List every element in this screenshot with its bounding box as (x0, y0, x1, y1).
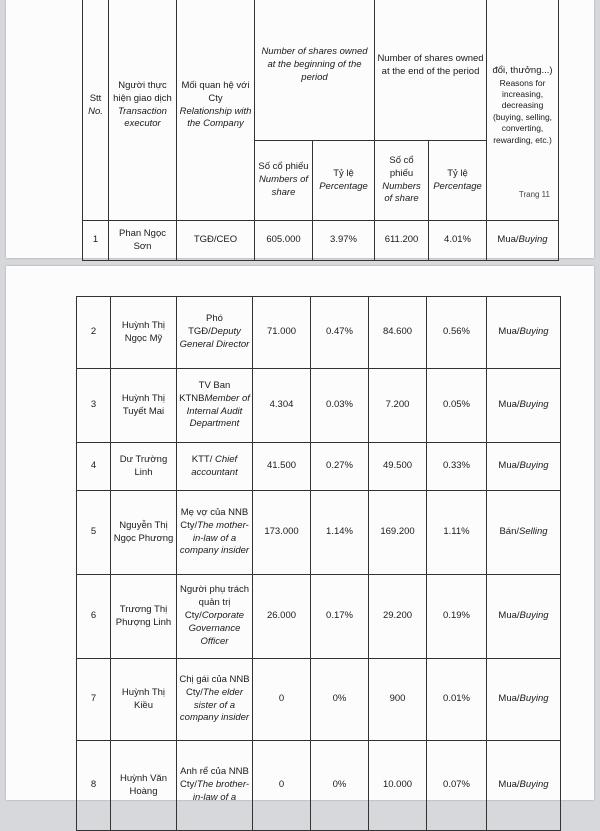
row-end-pct: 0.19% (427, 575, 487, 659)
row-executor: Huỳnh Thị Kiều (111, 659, 177, 741)
row-relationship: Mẹ vợ của NNB Cty/The mother-in-law of a company insider (177, 491, 253, 575)
row-relationship: KTT/ Chief accountant (177, 443, 253, 491)
row-relationship: Chị gái của NNB Cty/The elder sister of a company insider (177, 659, 253, 741)
row-executor: Nguyễn Thị Ngọc Phương (111, 491, 177, 575)
row-begin-pct: 1.14% (311, 491, 369, 575)
document-page-11 (6, 0, 594, 258)
row-end-shares: 49.500 (369, 443, 427, 491)
header-stt: Stt No. (83, 0, 109, 221)
table-row (77, 443, 561, 491)
row-end-shares: 7.200 (369, 369, 427, 443)
row-reason: Mua/Buying (487, 221, 559, 261)
header-reason: đổi, thưởng...) Reasons for increasing, decreasing (buying, selling, converting, rewarding, etc.) (487, 0, 559, 221)
document-page-12 (6, 266, 594, 803)
row-no: 7 (77, 659, 111, 741)
row-begin-pct: 0.17% (311, 575, 369, 659)
row-end-shares: 611.200 (375, 221, 429, 261)
row-begin-shares: 0 (253, 741, 311, 831)
row-end-pct: 0.56% (427, 297, 487, 369)
row-relationship: Người phụ trách quản trị Cty/Corporate Governance Officer (177, 575, 253, 659)
table-row (77, 741, 561, 831)
row-executor: Phan Ngọc Sơn (109, 221, 177, 261)
row-reason: Mua/Buying (487, 741, 561, 831)
table-row (77, 575, 561, 659)
row-begin-shares: 605.000 (255, 221, 313, 261)
row-reason: Mua/Buying (487, 443, 561, 491)
row-end-shares: 29.200 (369, 575, 427, 659)
row-executor: Trương Thị Phượng Linh (111, 575, 177, 659)
row-no: 2 (77, 297, 111, 369)
table-row (77, 297, 561, 369)
row-begin-pct: 0.27% (311, 443, 369, 491)
row-reason: Mua/Buying (487, 369, 561, 443)
row-reason: Bán/Selling (487, 491, 561, 575)
row-relationship: TV Ban KTNBMember of Internal Audit Department (177, 369, 253, 443)
insider-trading-table-part1 (82, 0, 559, 261)
page-number: Trang 11 (518, 190, 550, 199)
row-end-shares: 900 (369, 659, 427, 741)
row-begin-shares: 4.304 (253, 369, 311, 443)
table-row (77, 369, 561, 443)
row-end-pct: 0.33% (427, 443, 487, 491)
row-end-shares: 84.600 (369, 297, 427, 369)
row-end-shares: 169.200 (369, 491, 427, 575)
row-executor: Huỳnh Văn Hoàng (111, 741, 177, 831)
header-end-shares: Số cổ phiếu Numbers of share (375, 141, 429, 221)
table-row (83, 221, 559, 261)
row-begin-shares: 0 (253, 659, 311, 741)
row-executor: Huỳnh Thị Tuyết Mai (111, 369, 177, 443)
row-no: 6 (77, 575, 111, 659)
row-begin-pct: 0.03% (311, 369, 369, 443)
row-no: 8 (77, 741, 111, 831)
row-end-pct: 4.01% (429, 221, 487, 261)
header-begin-period: Number of shares owned at the beginning of the period (255, 0, 375, 141)
row-executor: Dư Trường Linh (111, 443, 177, 491)
row-begin-shares: 41.500 (253, 443, 311, 491)
row-begin-pct: 0% (311, 741, 369, 831)
row-begin-shares: 173.000 (253, 491, 311, 575)
row-begin-pct: 0.47% (311, 297, 369, 369)
row-end-pct: 0.07% (427, 741, 487, 831)
row-end-pct: 0.01% (427, 659, 487, 741)
row-reason: Mua/Buying (487, 659, 561, 741)
row-reason: Mua/Buying (487, 297, 561, 369)
row-end-pct: 0.05% (427, 369, 487, 443)
row-end-shares: 10.000 (369, 741, 427, 831)
header-begin-shares: Số cổ phiếu Numbers of share (255, 141, 313, 221)
row-no: 4 (77, 443, 111, 491)
row-relationship: Phó TGĐ/Deputy General Director (177, 297, 253, 369)
header-relationship: Mối quan hệ với Cty Relationship with the Company (177, 0, 255, 221)
row-relationship: TGĐ/CEO (177, 221, 255, 261)
row-begin-pct: 0% (311, 659, 369, 741)
row-no: 1 (83, 221, 109, 261)
row-begin-pct: 3.97% (313, 221, 375, 261)
header-end-period: Number of shares owned at the end of the period (375, 0, 487, 141)
row-begin-shares: 71.000 (253, 297, 311, 369)
row-reason: Mua/Buying (487, 575, 561, 659)
table-row (77, 491, 561, 575)
insider-trading-table-part2 (76, 296, 561, 831)
header-begin-pct: Tỷ lệ Percentage (313, 141, 375, 221)
row-no: 5 (77, 491, 111, 575)
header-end-pct: Tỷ lệ Percentage (429, 141, 487, 221)
row-executor: Huỳnh Thị Ngọc Mỹ (111, 297, 177, 369)
row-end-pct: 1.11% (427, 491, 487, 575)
row-begin-shares: 26.000 (253, 575, 311, 659)
table-row (77, 659, 561, 741)
row-no: 3 (77, 369, 111, 443)
header-executor: Người thực hiện giao dịch Transaction executor (109, 0, 177, 221)
row-relationship: Anh rể của NNB Cty/The brother-in-law of a (177, 741, 253, 831)
